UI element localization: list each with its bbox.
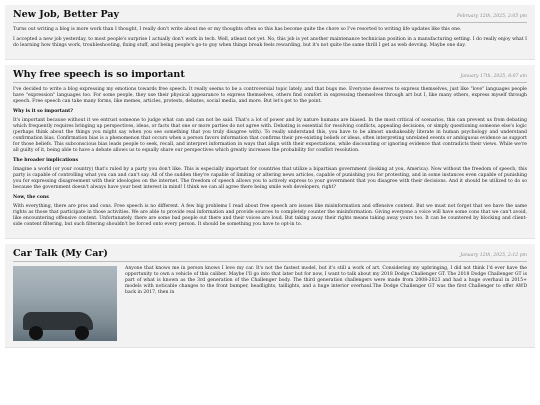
post-title[interactable]: Why free speech is so important bbox=[13, 69, 185, 80]
post-title[interactable]: New Job, Better Pay bbox=[13, 9, 120, 20]
post-header bbox=[13, 248, 527, 262]
post-header bbox=[13, 69, 527, 83]
post-body bbox=[13, 27, 527, 49]
post-date: January 17th, 2025, 8:07 am bbox=[460, 74, 527, 79]
car-wheel bbox=[75, 326, 89, 340]
post-paragraph: I accepted a new job yesterday, to most people's surprise I actually don't work in tech. Well, atleast not yet. No, this job is yet another maintenance technician position in a manufacturing setting. I do really enjoy what I do learning how things work, troubleshooting, fixing stuff, and being people's go-to guy when things break feels rewarding, but it's not quite the same thrill I get as web devving. Maybe one day. bbox=[13, 37, 527, 48]
post-paragraph: It's important because without it we entrust someone to judge what can and can not be said. That's a lot of power and by nature humans are biased. In the most critical of scenarios, this can prevent us from debating which frequently requires bringing up perspectives, ideas, or facts that one or more parties do not agree with. Debating is essential for resolving conflicts, appealing decisions, or simply questioning someone else's logic (perhaps think about the things you might say when you see something that you truly disagree with). To really understand this, you have to be almost unshakeably literate in human psychology and understand confirmation bias. Confirmation bias is a phenomenon that occurs when a person favors information that confirms their pre-existing beliefs or ideas, often interpreting unrelated events or ambiguous evidence as support for those beliefs. This subconscious bias leads people to seek, recall, and interpret information in ways that align with their expectations, while discounting or ignoring evidence that contradicts their views. While we're all guilty of it, being able to have a debate allows us to equally share our perspectives which greatly increases the probability for conflict resolution. bbox=[13, 118, 527, 153]
post-title[interactable]: Car Talk (My Car) bbox=[13, 248, 108, 259]
post-paragraph: Anyone that knows me in person knows I love my car. It's not the fastest model, but it's still a work of art. Considering my upbringing, I did not think I'd ever have the opportunity to own a vehicle of this caliber. Maybe I'll go into that later but for now, I want to talk about my 2018 Dodge Challenger GT. The 2018 Dodge Challenger GT is part of what is known as the 3rd generation of the Challenger body. The third generation challengers were made from 2008-2023 and had a huge overhaul in 2015+ models with noticable changes to the front bumper, headlights, taillights, and a huge interior overhaul.The Dodge Challenger GT was the first Challenger to offer AWD back in 2017, then in bbox=[125, 266, 527, 295]
post-body bbox=[13, 87, 527, 228]
car-wheel bbox=[29, 326, 43, 340]
post-text bbox=[125, 266, 527, 341]
car-image bbox=[13, 266, 117, 341]
section-heading: The broader implications bbox=[13, 158, 79, 163]
post-free-speech bbox=[5, 65, 535, 239]
section-heading: Why is it so important? bbox=[13, 109, 73, 114]
post-header bbox=[13, 9, 527, 23]
post-car-talk bbox=[5, 244, 535, 348]
post-date: February 12th, 2025, 2:05 pm bbox=[457, 14, 527, 19]
post-date: January 12th, 2025, 2:12 pm bbox=[460, 253, 527, 258]
post-body bbox=[13, 266, 527, 341]
post-paragraph: I've decided to write a blog expressing my emotions towards free speech. It really seems to be a controversial topic lately, and that bugs me. Everyone deserves to express themselves, just like "love" languages people have "expression" languages too. For some people, they use their physical appearance to express themselves, others find comfort in expressing themselves through art but I, like many others, express myself through speech. Free speech can take many forms, like memes, articles, protests, debates, social media, and more. But let's get to the point. bbox=[13, 87, 527, 104]
section-heading: Now, the cons bbox=[13, 195, 49, 200]
post-new-job bbox=[5, 5, 535, 60]
post-paragraph: Imagine a world (or your country) that's ruled by a party you don't like. This is especially important for countries that utilize a bipartisan government (looking at you, America). Now without the freedom of speech, this party is capable of controlling what you can and can't say. All of the sudden they're capable of limiting or altering news articles, capable of punishing you for protesting, and in some instances even capable of punishing you for expressing disagreement with their ideologies on the internet. The freedom of speech allows you to actively express to your government that you disagree with their decisions. And it should be utilized to do so because the government doesn't always have your best interest in mind! I think we can all agree there being smile web developers, right? bbox=[13, 167, 527, 190]
post-paragraph: With everything, there are pros and cons. Free speech is no different. A few big problems I read about free speech are issues like misinformation and offensive content. But we must not forget that we have the same rights as those that participate in those activities. We are able to provide real information and provide sources to completely counter the misinformation. Giving everyone a voice will have some cons that we can't avoid, like encountering offensive content. Unfortunately, there are some bad people out there and their voices are loud. But taking away their rights means taking away yours too. It can be countered by blocking and client-side content filtering, but such filtering shouldn't be forced onto every person. It should be something you have to opt-in to. bbox=[13, 204, 527, 227]
post-paragraph: Turns out writing a blog is more work than I thought, I really don't write about me or my thoughts often so this has become quite the chore so I've resorted to writing life updates like this one. bbox=[13, 27, 462, 32]
